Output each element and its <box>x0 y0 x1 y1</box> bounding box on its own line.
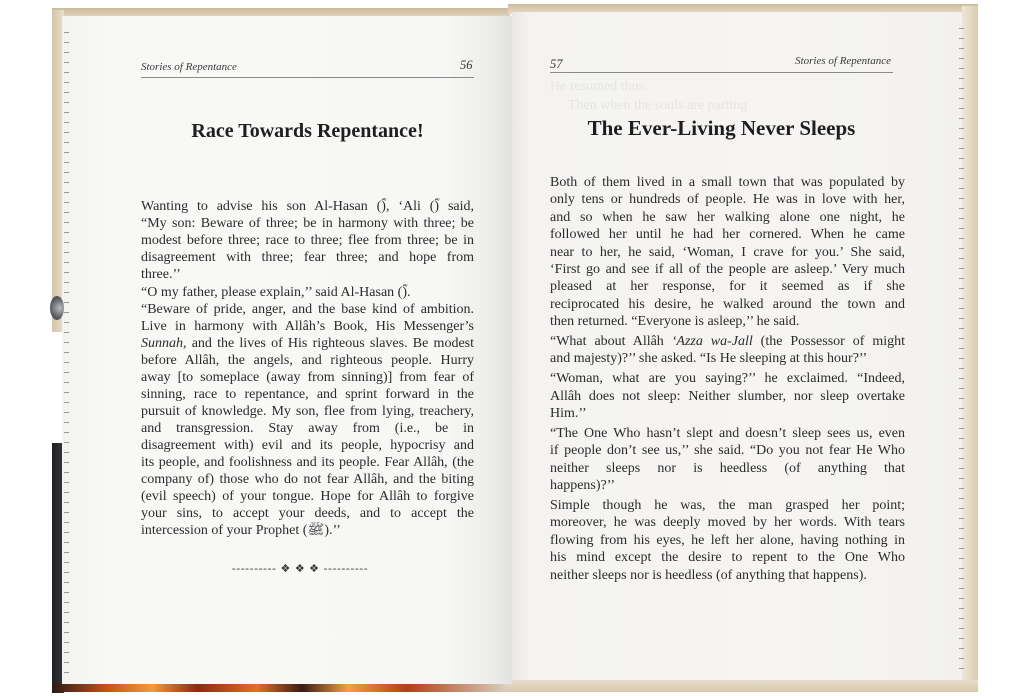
text-segment: flowing from his eyes, he left her alone, having nothing in <box>550 532 905 548</box>
text-segment: happens)?’’ <box>550 478 616 494</box>
page-edge-rings-right <box>959 20 964 676</box>
text-line <box>550 405 905 422</box>
text-line <box>141 266 474 283</box>
left-running-head: Stories of Repentance <box>141 61 237 73</box>
text-segment: (the Possessor of might <box>752 334 905 350</box>
text-segment: moreover, he was deeply moved by her words. With tears <box>550 515 905 531</box>
text-segment: ‘First go and see if all of the people are asleep.’ Very much <box>550 261 905 277</box>
right-cover-side-edge <box>962 6 978 692</box>
right-header-rule <box>550 72 893 73</box>
text-segment: “My son: Beware of three; be in harmony with three; be <box>141 216 474 231</box>
italic-text: ‘Azza wa-Jall <box>671 334 753 350</box>
left-header-rule <box>141 77 474 78</box>
section-separator: ---------- ❖ ❖ ❖ ---------- <box>231 562 369 575</box>
text-segment: three.’’ <box>141 267 181 282</box>
text-line <box>141 352 474 369</box>
text-segment: disagreement with) evil and its people, hypocrisy and <box>141 438 474 453</box>
text-line <box>141 454 474 471</box>
left-cover-bottom-edge <box>52 683 507 692</box>
text-line <box>550 442 905 459</box>
text-line <box>141 318 474 335</box>
text-line <box>550 460 905 477</box>
text-segment: away [to someplace (away from sinning)] from fear of <box>141 370 474 385</box>
text-line <box>141 437 474 454</box>
text-segment: disagreement with three; fear three; and hope from <box>141 250 474 265</box>
text-segment: and so when he saw her walking alone one night, he <box>550 209 905 225</box>
text-line <box>550 313 905 330</box>
right-cover-bottom-edge <box>505 680 978 692</box>
text-line <box>550 497 905 514</box>
paragraph <box>550 425 905 495</box>
text-line <box>141 215 474 232</box>
left-body-text <box>141 198 474 539</box>
text-segment: Wanting to advise his son Al-Hasan (ؓ), ‘Ali (ؓ) said, <box>141 199 474 214</box>
text-line <box>141 249 474 266</box>
text-segment: Both of them lived in a small town that was populated by <box>550 175 905 190</box>
text-segment: (evil speech) of your tongue. Hope for Allâh to forgive <box>141 489 474 504</box>
text-segment: your sins, to accept your deeds, and to accept the <box>141 506 474 521</box>
right-chapter-title: The Ever-Living Never Sleeps <box>587 116 856 140</box>
text-line <box>141 284 474 301</box>
text-line <box>550 244 905 261</box>
text-line <box>550 333 905 350</box>
text-line <box>141 198 474 215</box>
text-segment: modest before three; race to three; flee from three; be in <box>141 233 474 248</box>
text-segment: pleased at her response, for it seemed as if she <box>550 279 905 295</box>
paragraph <box>550 174 905 331</box>
text-line <box>550 174 905 191</box>
text-segment: reciprocated his desire, he walked around the town and <box>550 296 905 312</box>
text-segment: Him.’’ <box>550 406 587 422</box>
paragraph <box>141 284 474 301</box>
text-line <box>550 477 905 494</box>
text-line <box>141 335 474 352</box>
right-page-number: 57 <box>550 57 563 71</box>
text-line <box>141 488 474 505</box>
paragraph <box>141 301 474 539</box>
text-line <box>141 471 474 488</box>
text-segment: before Allâh, the angels, and righteous people. Hurry <box>141 353 474 368</box>
text-segment: intercession of your Prophet (ﷺ).’’ <box>141 523 341 538</box>
text-segment: neither sleeps nor is heedless (of anything that <box>550 460 905 476</box>
text-line <box>550 549 905 566</box>
text-line <box>550 191 905 208</box>
text-line <box>550 532 905 549</box>
text-line <box>141 369 474 386</box>
text-line <box>550 209 905 226</box>
text-segment: “O my father, please explain,’’ said Al-Hasan (ؓ). <box>141 284 411 300</box>
text-segment: only tens or hundreds of people. He was in love with her, <box>550 192 905 208</box>
paragraph <box>550 333 905 368</box>
text-segment: near to her, he said, ‘Woman, I crave for you.’ She said, <box>550 244 905 260</box>
text-segment: pursuit of knowledge. My son, flee from lying, treachery, <box>141 404 474 419</box>
text-segment: and majesty)?’’ she asked. “Is He sleeping at this hour?’’ <box>550 351 868 367</box>
text-line <box>550 388 905 405</box>
text-line <box>550 350 905 367</box>
text-line <box>141 232 474 249</box>
text-segment: company of) those who do not fear Allâh, and the biting <box>141 472 474 487</box>
italic-text: Sunnah, <box>141 336 187 351</box>
text-segment: if people don’t see us,’’ she said. “Do you not fear He Who <box>550 443 905 459</box>
text-line <box>550 226 905 243</box>
left-chapter-title: Race Towards Repentance! <box>191 120 424 142</box>
text-line <box>141 386 474 403</box>
paragraph <box>550 497 905 584</box>
text-segment: and the lives of His righteous slaves. Be modest <box>186 336 474 351</box>
text-segment: Simple though he was, the man grasped her point; <box>550 498 905 514</box>
text-line <box>141 403 474 420</box>
text-line <box>141 420 474 437</box>
text-segment: followed her until he had her cornered. When he came <box>550 227 905 243</box>
text-line <box>550 425 905 442</box>
text-line <box>550 370 905 387</box>
text-line <box>141 522 474 539</box>
text-segment: “Beware of pride, anger, and the base kind of ambition. <box>141 302 474 317</box>
text-segment: Allâh does not sleep: Neither slumber, nor sleep overtake <box>550 388 905 404</box>
text-line <box>550 296 905 313</box>
left-page-number: 56 <box>460 58 473 72</box>
text-segment: “The One Who hasn’t slept and doesn’t sleep sees us, even <box>550 425 905 441</box>
text-line <box>550 261 905 278</box>
text-segment: “What about Allâh <box>550 334 672 350</box>
text-line <box>550 567 905 584</box>
text-segment: Live in harmony with Allâh’s Book, His Messenger’s <box>141 319 474 334</box>
show-through-line: Then when the souls are parting <box>568 98 748 113</box>
text-line <box>141 505 474 522</box>
show-through-line: He resumed thus: <box>550 79 648 94</box>
paragraph <box>550 370 905 422</box>
text-segment: neither sleeps nor is heedless (of anything that happens). <box>550 567 867 583</box>
text-segment: sinning, race to repentance, and sprint forward in the <box>141 387 474 402</box>
text-segment: then returned. “Everyone is asleep,’’ he said. <box>550 314 800 330</box>
text-line <box>550 514 905 531</box>
page-edge-rings-left <box>64 24 69 680</box>
text-segment: its people, and foolishness and its people. Fear Allâh, (the <box>141 455 474 470</box>
paragraph <box>141 198 474 283</box>
text-segment: and transgression. Stay away from (i.e., be in <box>141 421 474 436</box>
text-segment: “Woman, what are you saying?’’ he exclaimed. “Indeed, <box>550 371 905 387</box>
bookmark-clip <box>50 296 64 320</box>
text-line <box>550 278 905 295</box>
right-running-head: Stories of Repentance <box>795 55 891 67</box>
right-body-text <box>550 174 905 584</box>
text-line <box>141 301 474 318</box>
text-segment: his mind except the desire to repent to the One Who <box>550 550 905 566</box>
